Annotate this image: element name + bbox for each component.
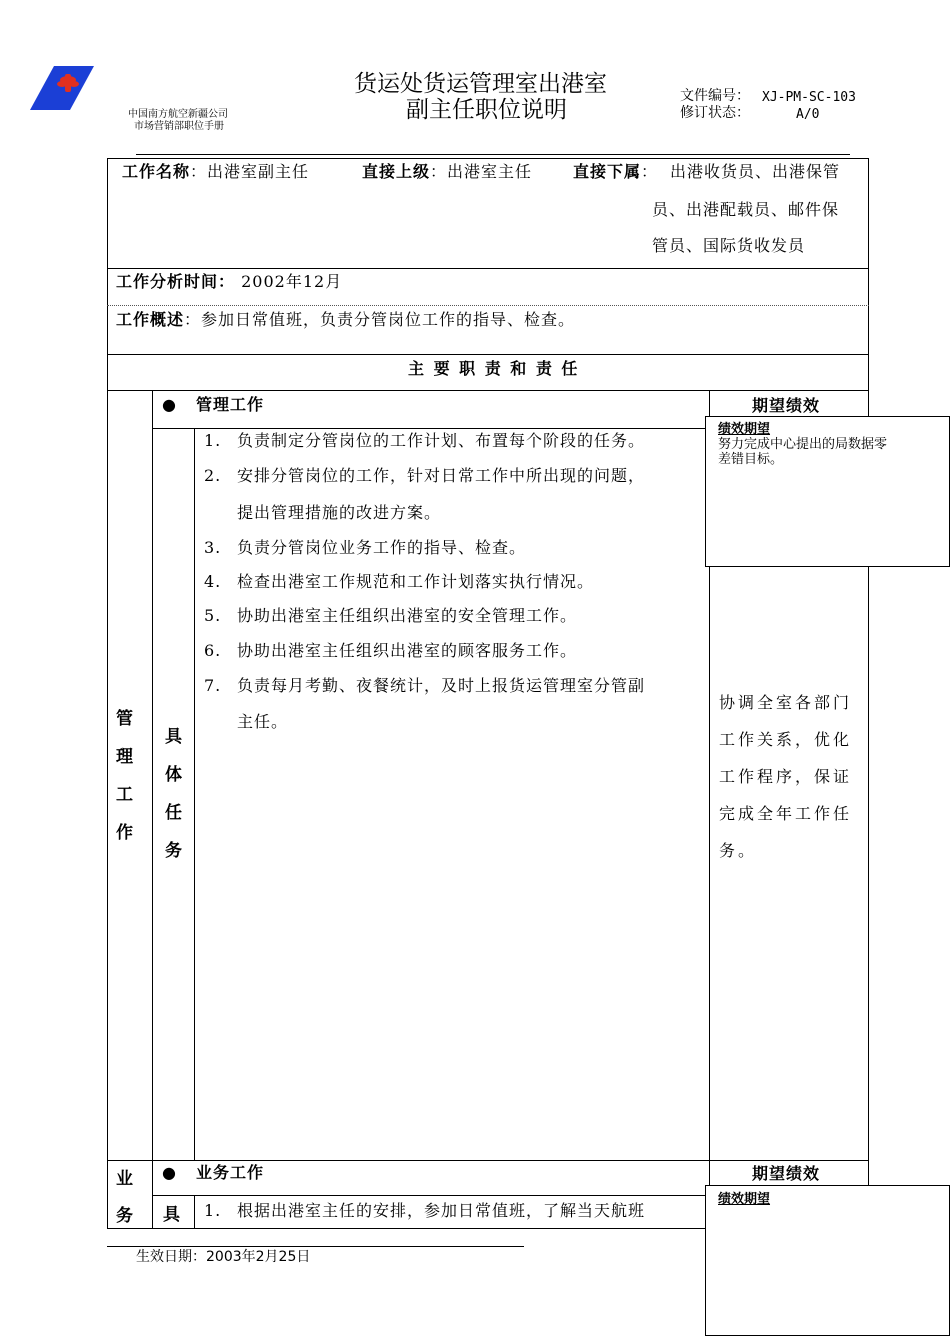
task-side-char: 体 [165, 765, 182, 785]
task-text: 协助出港室主任组织出港室的安全管理工作。 [237, 606, 578, 625]
job-name-label: 工作名称 [122, 162, 191, 181]
mgmt-side-char: 理 [116, 747, 133, 767]
task-text: 负责制定分管岗位的工作计划、布置每个阶段的任务。 [237, 431, 646, 450]
biz-side-char: 业 [116, 1169, 133, 1189]
performance-line: 务。 [719, 841, 758, 860]
overview-value: 参加日常值班，负责分管岗位工作的指导、检查。 [201, 310, 576, 329]
task-number: 3. [204, 538, 222, 557]
mgmt-title: 管理工作 [196, 395, 265, 414]
footer-rule [107, 1246, 524, 1247]
performance-line: 工作关系，优化 [719, 730, 853, 749]
performance-line: 完成全年工作任 [719, 804, 853, 823]
task-text: 负责分管岗位业务工作的指导、检查。 [237, 538, 527, 557]
performance-line: 工作程序，保证 [719, 767, 853, 786]
company-name: 中国南方航空新疆公司 [128, 109, 228, 120]
page-title: 货运处货运管理室出港室 [354, 71, 607, 97]
airline-logo [28, 64, 96, 112]
doc-number: XJ-PM-SC-103 [762, 90, 856, 105]
performance-line: 协调全室各部门 [719, 693, 853, 712]
header-rule [136, 154, 850, 155]
task-text: 协助出港室主任组织出港室的顾客服务工作。 [237, 641, 578, 660]
page-subtitle: 副主任职位说明 [406, 97, 567, 123]
mgmt-bullet: ● [162, 395, 177, 414]
comment-text: 努力完成中心提出的局数据零 [718, 437, 888, 452]
task-side-char: 任 [165, 803, 182, 823]
analysis-value: 2002年12月 [241, 272, 343, 291]
comment-text: 差错目标。 [718, 452, 784, 467]
mgmt-side-char: 工 [116, 785, 133, 805]
task-side-char: 具 [165, 727, 182, 747]
biz-title: 业务工作 [196, 1163, 265, 1182]
biz-task-side-char: 具 [163, 1205, 180, 1225]
effective-date: 生效日期：2003年2月25日 [136, 1249, 311, 1265]
mgmt-perf-header: 期望绩效 [752, 396, 821, 415]
section-title: 主 要 职 责 和 责 任 [408, 359, 580, 378]
task-text: 主任。 [237, 712, 289, 731]
subordinate-line-1: 出港收货员、出港保管 [670, 162, 841, 181]
biz-task-text: 根据出港室主任的安排，参加日常值班，了解当天航班 [237, 1201, 646, 1220]
biz-bullet: ● [162, 1163, 177, 1182]
comment-title: 绩效期望 [718, 1192, 771, 1207]
task-number: 4. [204, 572, 222, 591]
task-text: 负责每月考勤、夜餐统计，及时上报货运管理室分管副 [237, 676, 646, 695]
biz-task-number: 1. [204, 1201, 222, 1220]
task-number: 5. [204, 606, 222, 625]
task-number: 7. [204, 676, 222, 695]
analysis-label: 工作分析时间 [116, 272, 219, 291]
subordinate-label: 直接下属 [573, 162, 642, 181]
biz-side-char: 务 [116, 1206, 133, 1226]
revision-label: 修订状态： [680, 105, 750, 121]
subordinate-label-row: 直接下属： [573, 162, 659, 181]
revision-status: A/0 [796, 107, 820, 122]
task-text: 安排分管岗位的工作，针对日常工作中所出现的问题， [237, 466, 646, 485]
comment-title: 绩效期望 [718, 422, 771, 437]
task-side-char: 务 [165, 841, 182, 861]
task-number: 1. [204, 431, 222, 450]
comment-box[interactable] [705, 416, 950, 567]
mgmt-side-char: 管 [116, 709, 133, 729]
superior-row: 直接上级：出港室主任 [362, 162, 533, 181]
doc-number-label: 文件编号： [680, 88, 750, 104]
superior-value: 出港室主任 [447, 162, 533, 181]
task-number: 6. [204, 641, 222, 660]
job-name-row: 工作名称：出港室副主任 [122, 162, 310, 181]
subordinate-line-3: 管员、国际货收发员 [652, 236, 806, 255]
overview-label: 工作概述 [116, 310, 185, 329]
task-number: 2. [204, 466, 222, 485]
task-text: 提出管理措施的改进方案。 [237, 503, 442, 522]
job-name: 出港室副主任 [207, 162, 310, 181]
comment-box[interactable] [705, 1185, 950, 1336]
analysis-row: 工作分析时间： 2002年12月 [116, 272, 343, 291]
biz-perf-header: 期望绩效 [752, 1164, 821, 1183]
superior-label: 直接上级 [362, 162, 431, 181]
overview-row: 工作概述：参加日常值班，负责分管岗位工作的指导、检查。 [116, 310, 576, 329]
mgmt-side-char: 作 [116, 823, 133, 843]
manual-name: 市场营销部职位手册 [134, 121, 224, 132]
task-text: 检查出港室工作规范和工作计划落实执行情况。 [237, 572, 595, 591]
subordinate-line-2: 员、出港配载员、邮件保 [652, 200, 840, 219]
